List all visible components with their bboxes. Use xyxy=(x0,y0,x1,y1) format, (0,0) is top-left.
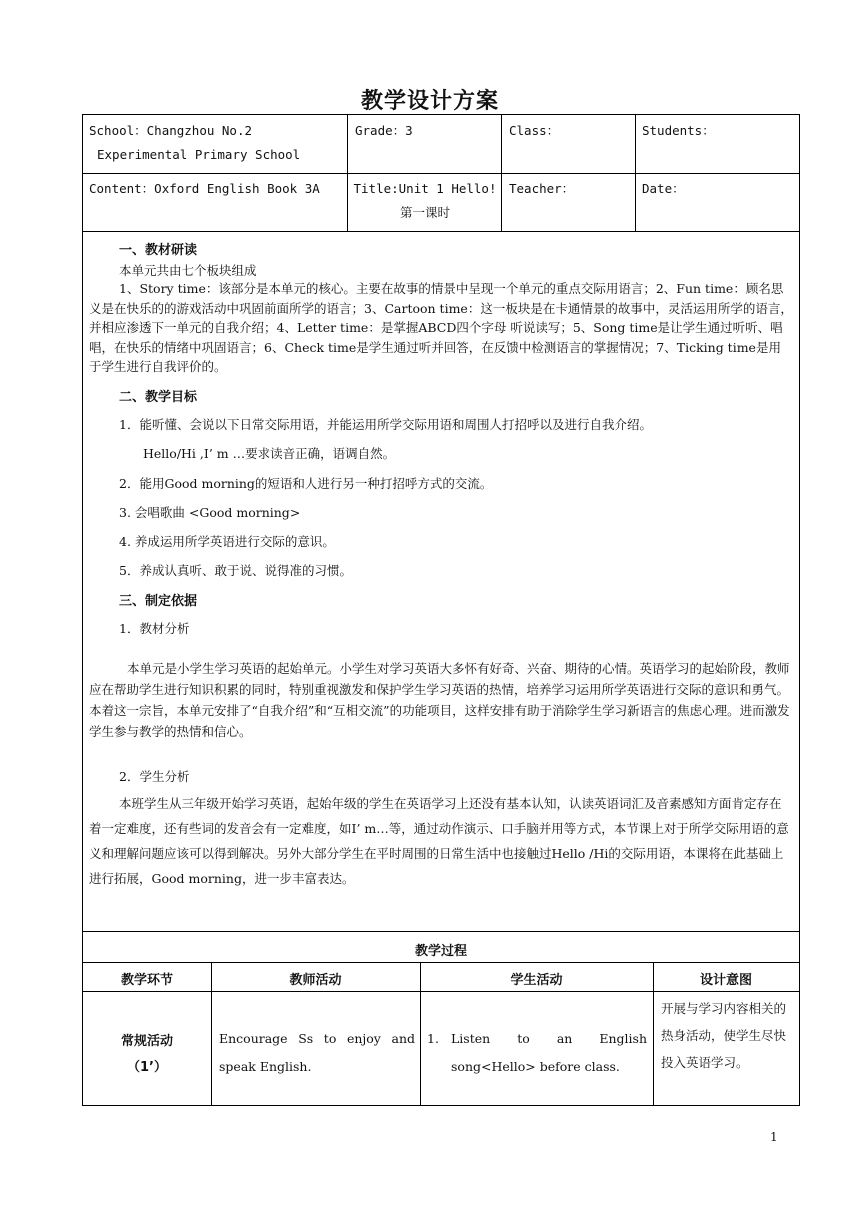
materials-paragraph: 1、Story time：该部分是本单元的核心。主要在故事的情景中呈现一个单元的重点交际用语言；2、Fun time：顾名思义是在快乐的的游戏活动中巩固前面所学的语言；3、Cartoon time：这一板块是在卡通情景的故事中，灵活运用所学的语言，并相应渗透下一单元的自我介绍；4、Letter time：是掌握ABCD四个字母 听说读写；5、Song time是让学生通过听听、唱唱，在快乐的情绪中巩固语言；6、Check time是学生通过听并回答，在反馈中检测语言的掌握情况；7、Ticking time是用于学生进行自我评价的。 xyxy=(89,281,793,374)
student-analysis-paragraph: 本班学生从三年级开始学习英语，起始年级的学生在英语学习上还没有基本认知，认读英语词汇及音素感知方面肯定存在着一定难度，还有些词的发音会有一定难度，如I’ m…等，通过动作演示、口手脑并用等方式，本节课上对于所学交际用语的意义和理解问题应该可以得到解决。另外大部分学生在平时周围的日常生活中也接触过Hello /Hi的交际用语，本课将在此基础上进行拓展，Good morning，进一步丰富表达。 xyxy=(89,796,789,886)
document-title: 教学设计方案 xyxy=(360,89,499,114)
subheading-students: 2．学生分析 xyxy=(119,769,190,784)
section-heading-basis: 三、制定依据 xyxy=(119,594,198,609)
lesson-plan-table xyxy=(82,114,800,1106)
student-activity-cell: 1. Listen to an English song<Hello> before class. xyxy=(427,1031,647,1074)
goal-item: 2．能用Good morning的短语和人进行另一种打招呼方式的交流。 xyxy=(119,476,493,491)
goal-item: 4. 养成运用所学英语进行交际的意识。 xyxy=(119,534,335,549)
design-intent-cell: 开展与学习内容相关的热身活动，使学生尽快投入英语学习。 xyxy=(661,1001,787,1070)
class-field: Class： xyxy=(509,123,560,138)
date-field: Date： xyxy=(642,181,685,196)
process-heading: 教学过程 xyxy=(414,944,467,959)
goal-item: 3. 会唱歌曲 <Good morning> xyxy=(119,505,301,520)
teacher-activity-cell: Encourage Ss to enjoy and speak English. xyxy=(219,1031,415,1074)
goal-item: 5．养成认真听、敢于说、说得准的习惯。 xyxy=(119,563,352,578)
section-heading-goals: 二、教学目标 xyxy=(119,390,198,405)
students-field: Students： xyxy=(642,123,715,138)
subheading-materials: 1．教材分析 xyxy=(119,621,190,636)
goal-item: 1．能听懂、会说以下日常交际用语，并能运用所学交际用语和周围人打招呼以及进行自我介绍。 xyxy=(119,417,652,432)
column-header-stage: 教学环节 xyxy=(120,973,173,988)
grade-field: Grade：3 xyxy=(355,123,413,138)
goal-item: Hello/Hi ,I’ m …要求读音正确，语调自然。 xyxy=(143,446,396,461)
title-field: Title:Unit 1 Hello! 第一课时 xyxy=(353,181,497,220)
section-heading-materials: 一、教材研读 xyxy=(119,243,198,258)
section-intro: 本单元共由七个板块组成 xyxy=(119,263,257,278)
content-field: Content：Oxford English Book 3A xyxy=(89,181,320,196)
materials-analysis-paragraph: 本单元是小学生学习英语的起始单元。小学生对学习英语大多怀有好奇、兴奋、期待的心情。英语学习的起始阶段，教师应在帮助学生进行知识积累的同时，特别重视激发和保护学生学习英语的热情，培养学习运用所学英语进行交际的意识和勇气。本着这一宗旨，本单元安排了“自我介绍”和“互相交流”的功能项目，这样安排有助于消除学生学习新语言的焦虑心理。进而激发学生参与教学的热情和信心。 xyxy=(89,661,790,739)
column-header-student: 学生活动 xyxy=(510,973,563,988)
page-number: 1 xyxy=(770,1130,778,1144)
column-header-teacher: 教师活动 xyxy=(289,973,342,988)
school-field: School：Changzhou No.2 Experimental Primary School xyxy=(89,123,301,162)
teacher-field: Teacher： xyxy=(509,181,575,196)
stage-cell: 常规活动 （1’） xyxy=(120,1034,173,1075)
column-header-intent: 设计意图 xyxy=(699,973,752,988)
